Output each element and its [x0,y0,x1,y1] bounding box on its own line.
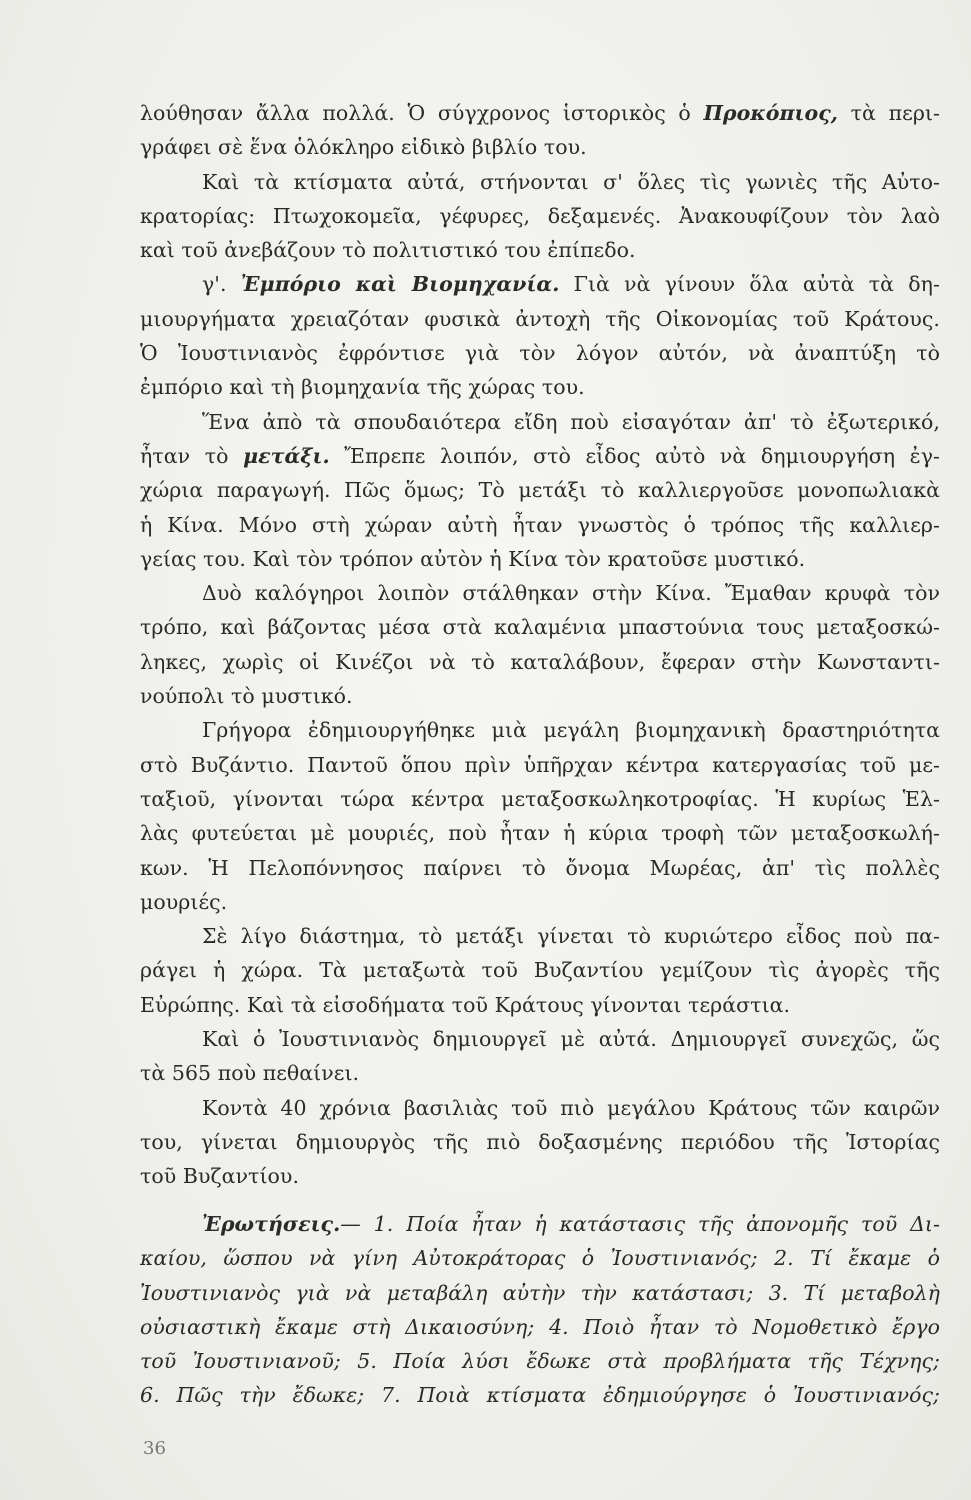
text-line: γράφει σὲ ἕνα ὁλόκληρο εἰδικὸ βιβλίο του. [140,135,587,160]
text-line: Καὶ ὁ Ἰουστινιανὸς δημιουργεῖ μὲ αὐτά. Δημιουργεῖ συνεχῶς, ὥς [202,1027,940,1052]
text-line: γ'. Ἐμπόριο καὶ Βιομηχανία. Γιὰ νὰ γίνουν ὅλα αὐτὰ τὰ δη- [202,272,940,297]
text-line: ἡ Κίνα. Μόνο στὴ χώραν αὐτὴ ἦταν γνωστὸς ὁ τρόπος τῆς καλλιερ- [140,512,940,537]
text-line: του, γίνεται δημιουργὸς τῆς πιὸ δοξασμένης περιόδου τῆς Ἱστορίας [140,1129,940,1154]
text-line: Δυὸ καλόγηροι λοιπὸν στάλθηκαν στὴν Κίνα. Ἔμαθαν κρυφὰ τὸν [202,581,940,606]
text-line: κων. Ἡ Πελοπόννησος παίρνει τὸ ὄνομα Μωρέας, ἀπ' τὶς πολλὲς [140,855,940,880]
text-line: Εὐρώπης. Καὶ τὰ εἰσοδήματα τοῦ Κράτους γίνονται τεράστια. [140,992,791,1017]
text-line: ἦταν τὸ μετάξι. Ἔπρεπε λοιπόν, στὸ εἶδος αὐτὸ νὰ δημιουργήση ἐγ- [140,443,940,468]
text-line: χώρια παραγωγή. Πῶς ὅμως; Τὸ μετάξι τὸ καλλιεργοῦσε μονοπωλιακὰ [140,478,940,503]
text-line: Ἐρωτήσεις.— 1. Ποία ἦταν ἡ κατάστασις τῆς ἀπονομῆς τοῦ Δι- [202,1212,940,1236]
text-line: Ἰουστινιανὸς γιὰ νὰ μεταβάλη αὐτὴν τὴν κατάστασι; 3. Τί μεταβολὴ [140,1280,940,1305]
text-line: ράγει ἡ χώρα. Τὰ μεταξωτὰ τοῦ Βυζαντίου γεμίζουν τὶς ἀγορὲς τῆς [140,958,940,983]
text-line: Κοντὰ 40 χρόνια βασιλιὰς τοῦ πιὸ μεγάλου Κράτους τῶν καιρῶν [202,1095,940,1120]
text-line: τὰ 565 ποὺ πεθαίνει. [140,1061,360,1086]
text-line: κρατορίας: Πτωχοκομεῖα, γέφυρες, δεξαμενές. Ἀνακουφίζουν τὸν λαὸ [140,203,940,228]
text-line: ταξιοῦ, γίνονται τώρα κέντρα μεταξοσκωληκοτροφίας. Ἡ κυρίως Ἑλ- [140,786,940,811]
text-line: Καὶ τὰ κτίσματα αὐτά, στήνονται σ' ὅλες τὶς γωνιὲς τῆς Αὐτο- [202,169,940,194]
text-line: λούθησαν ἄλλα πολλά. Ὁ σύγχρονος ἱστορικὸς ὁ Προκόπιος, τὰ περι- [140,101,940,125]
text-line: καὶ τοῦ ἀνεβάζουν τὸ πολιτιστικό του ἐπίπεδο. [140,238,636,263]
text-line: 6. Πῶς τὴν ἔδωκε; 7. Ποιὰ κτίσματα ἐδημιούργησε ὁ Ἰουστινιανός; [140,1383,940,1408]
text-line: μουριές. [140,889,228,914]
text-line: οὐσιαστικὴ ἔκαμε στὴ Δικαιοσύνη; 4. Ποιὸ ἦταν τὸ Νομοθετικὸ ἔργο [140,1314,940,1339]
section-heading: Ἐμπόριο καὶ Βιομηχανία. [240,272,560,297]
text-line: νούπολι τὸ μυστικό. [140,684,353,709]
body-text [140,96,940,1194]
questions-section [140,1207,940,1413]
text-line: καίου, ὥσπου νὰ γίνη Αὐτοκράτορας ὁ Ἰουστινιανός; 2. Τί ἔκαμε ὁ [140,1246,940,1271]
text-line: Ὁ Ἰουστινιανὸς ἐφρόντισε γιὰ τὸν λόγον αὐτόν, νὰ ἀναπτύξη τὸ [140,341,940,366]
text-line: Γρήγορα ἐδημιουργήθηκε μιὰ μεγάλη βιομηχανικὴ δραστηριότητα [202,718,940,743]
text-line: τρόπο, καὶ βάζοντας μέσα στὰ καλαμένια μπαστούνια τους μεταξοσκώ- [140,615,940,640]
text-line: Σὲ λίγο διάστημα, τὸ μετάξι γίνεται τὸ κυριώτερο εἶδος ποὺ πα- [202,924,940,949]
text-line: στὸ Βυζάντιο. Παντοῦ ὅπου πρὶν ὑπῆρχαν κέντρα κατεργασίας τοῦ με- [140,752,940,777]
text-line: ληκες, χωρὶς οἱ Κινέζοι νὰ τὸ καταλάβουν, ἔφεραν στὴν Κωνσταντι- [140,649,940,674]
questions-heading: Ἐρωτήσεις. [202,1212,341,1236]
text-line: μιουργήματα χρειαζόταν φυσικὰ ἀντοχὴ τῆς Οἰκονομίας τοῦ Κράτους. [140,306,940,331]
text-line: ἐμπόριο καὶ τὴ βιομηχανία τῆς χώρας του. [140,375,585,400]
page-number: 36 [143,1438,166,1459]
text-line: τοῦ Βυζαντίου. [140,1164,300,1189]
text-line: λὰς φυτεύεται μὲ μουριές, ποὺ ἦταν ἡ κύρια τροφὴ τῶν μεταξοσκωλή- [140,821,940,846]
text-line: τοῦ Ἰουστινιανοῦ; 5. Ποία λύσι ἔδωκε στὰ προβλήματα τῆς Τέχνης; [140,1349,940,1374]
text-line: γείας του. Καὶ τὸν τρόπον αὐτὸν ἡ Κίνα τὸν κρατοῦσε μυστικό. [140,546,806,571]
text-line: Ἕνα ἀπὸ τὰ σπουδαιότερα εἴδη ποὺ εἰσαγόταν ἀπ' τὸ ἐξωτερικό, [202,409,940,434]
